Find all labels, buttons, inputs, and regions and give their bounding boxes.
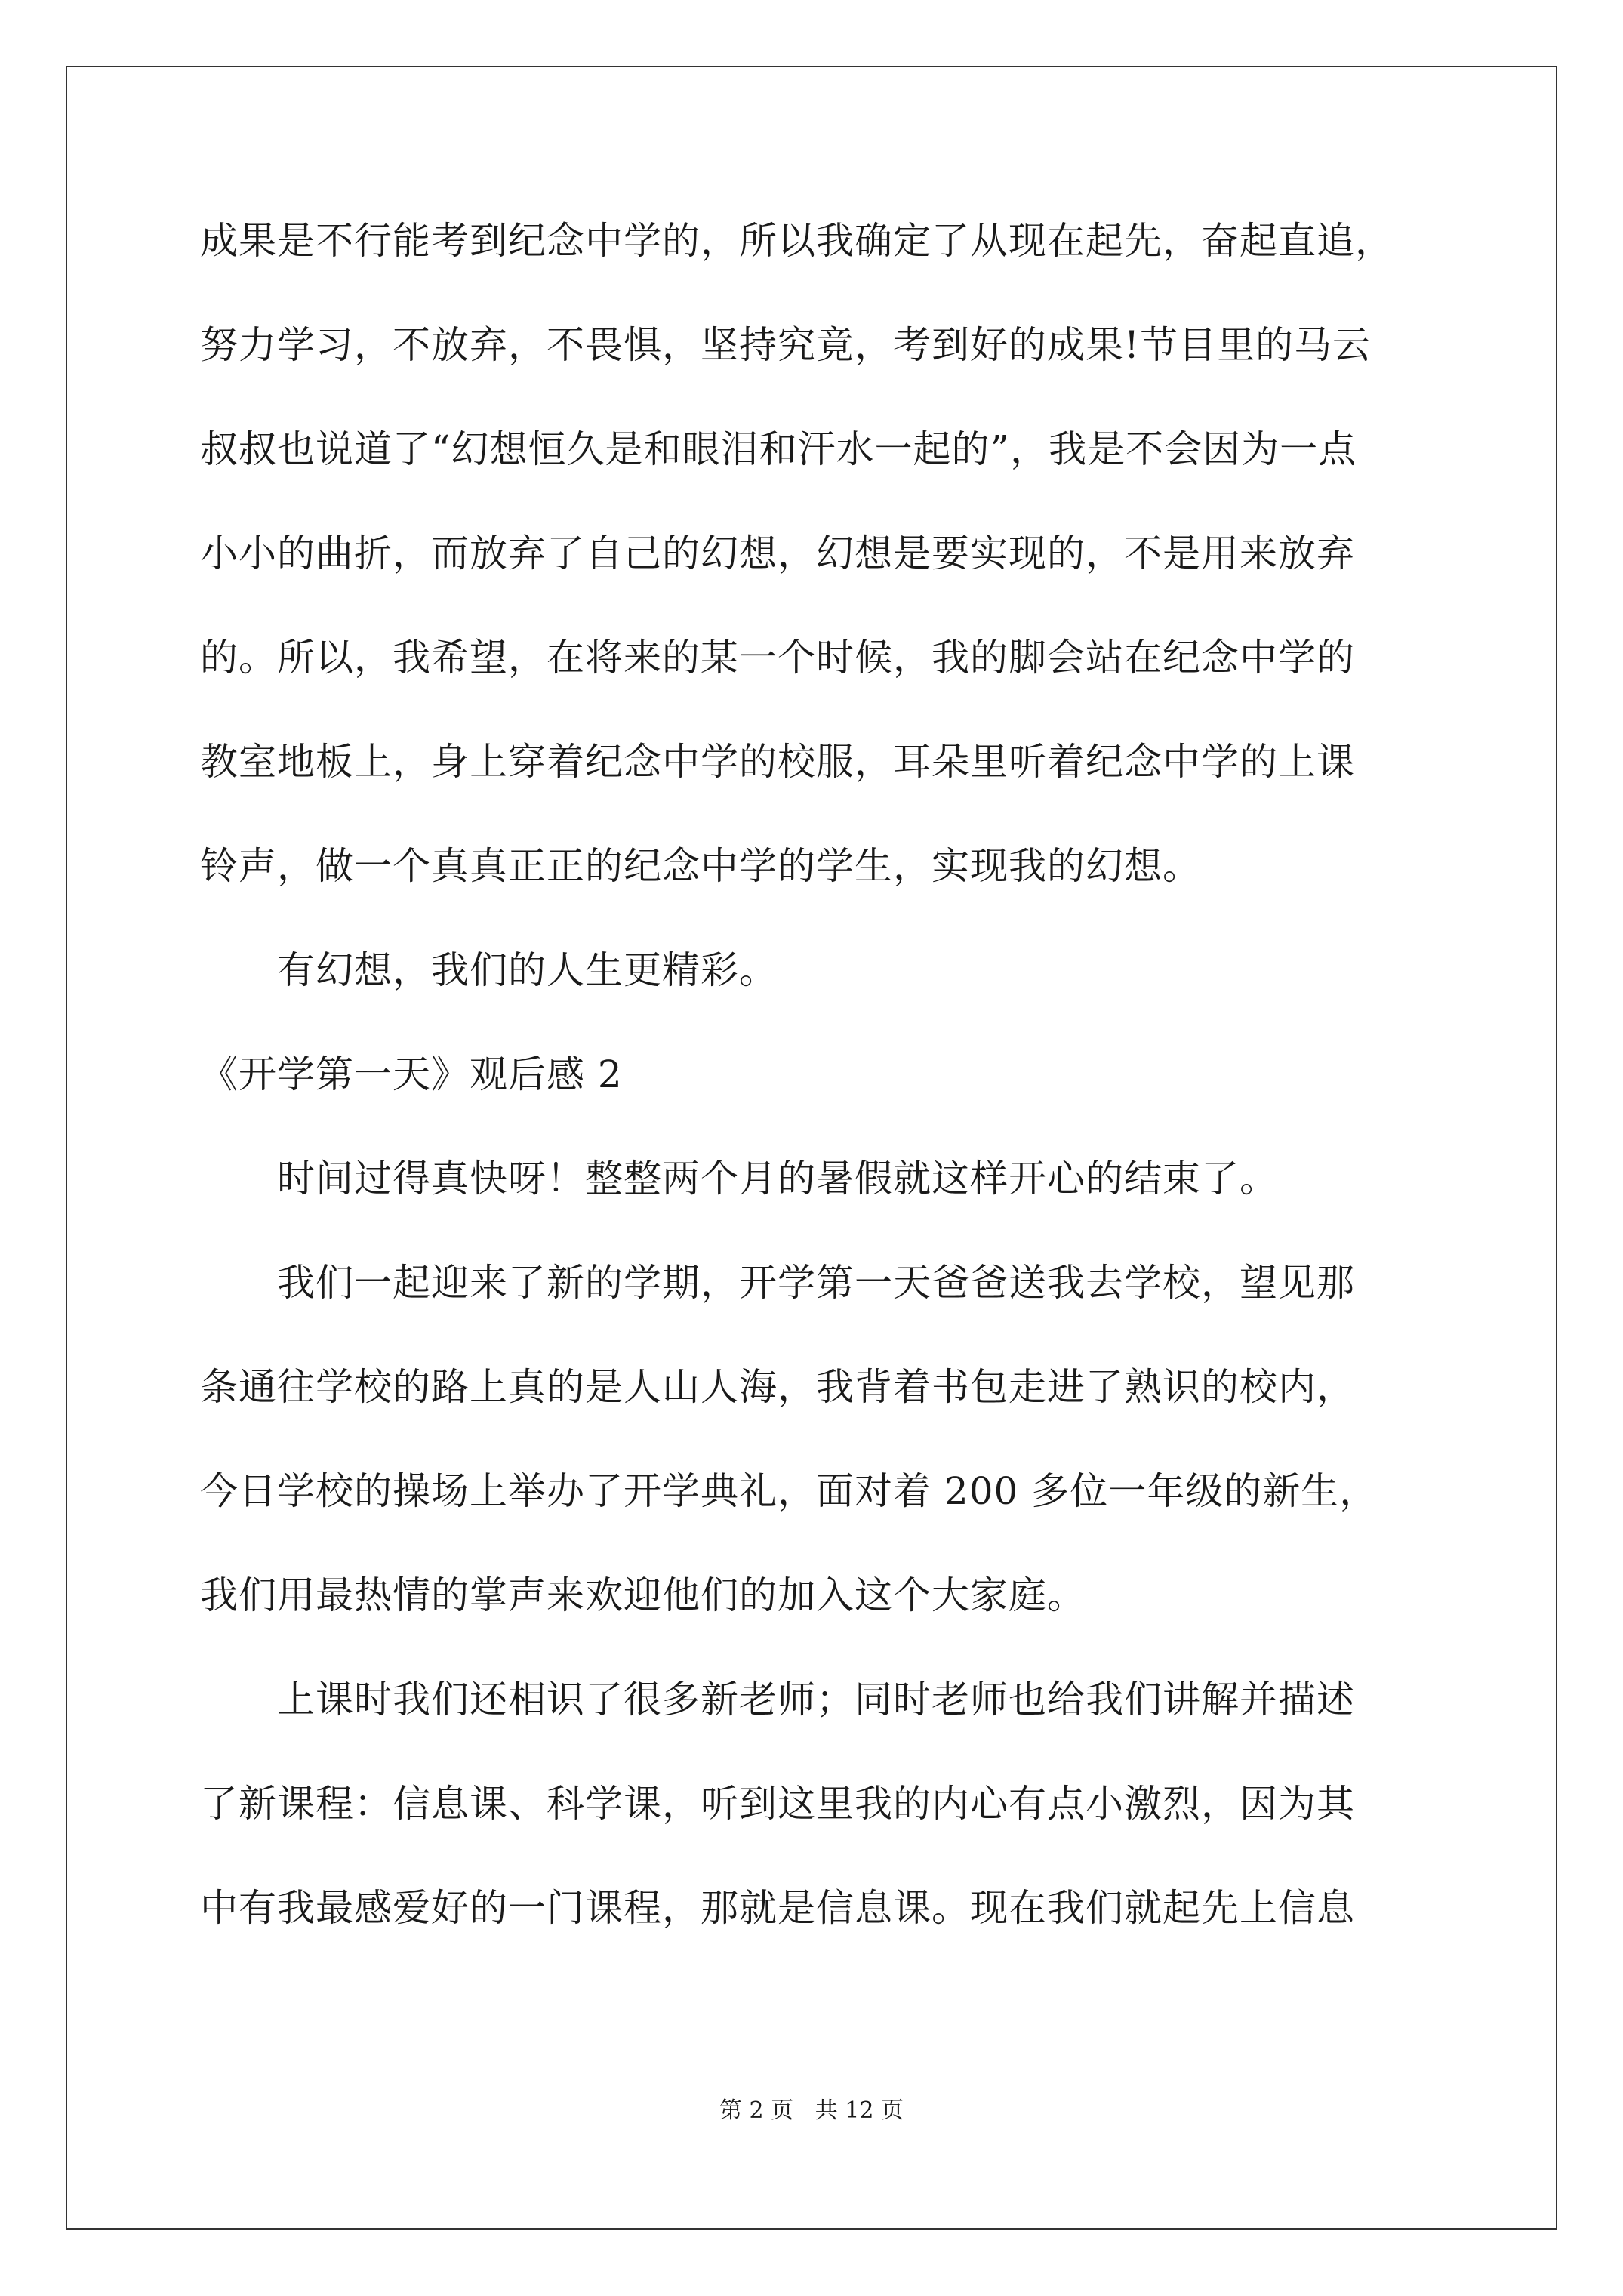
paragraph-first-line: 我们一起迎来了新的学期，开学第一天爸爸送我去学校，望见那: [277, 1261, 1355, 1305]
section-heading: 《开学第一天》观后感 2: [200, 1052, 623, 1096]
paragraph-first-line: 上课时我们还相识了很多新老师；同时老师也给我们讲解并描述: [277, 1678, 1355, 1721]
paragraph-first-line: 有幻想，我们的人生更精彩。: [277, 948, 778, 992]
paragraph-first-line: 时间过得真快呀！整整两个月的暑假就这样开心的结束了。: [277, 1157, 1278, 1200]
body-text-line: 我们用最热情的掌声来欢迎他们的加入这个大家庭。: [200, 1573, 1086, 1617]
body-text-line: 的。所以，我希望，在将来的某一个时候，我的脚会站在纪念中学的: [200, 636, 1355, 680]
body-text-line: 教室地板上，身上穿着纪念中学的校服，耳朵里听着纪念中学的上课: [200, 740, 1355, 784]
body-text-line: 成果是不行能考到纪念中学的，所以我确定了从现在起先，奋起直追，: [200, 219, 1394, 263]
body-text-line: 铃声，做一个真真正正的纪念中学的学生，实现我的幻想。: [200, 844, 1201, 888]
body-text-line: 条通往学校的路上真的是人山人海，我背着书包走进了熟识的校内，: [200, 1365, 1355, 1409]
body-text-line: 叔叔也说道了“幻想恒久是和眼泪和汗水一起的”，我是不会因为一点: [200, 427, 1357, 471]
body-text-line: 努力学习，不放弃，不畏惧，坚持究竟，考到好的成果!节目里的马云: [200, 323, 1372, 367]
page-number-footer: 第 2 页 共 12 页: [719, 2097, 904, 2124]
body-text-line: 了新课程：信息课、科学课，听到这里我的内心有点小激烈，因为其: [200, 1782, 1355, 1826]
body-text-line: 今日学校的操场上举办了开学典礼，面对着 200 多位一年级的新生，: [200, 1469, 1378, 1513]
body-text-line: 小小的曲折，而放弃了自己的幻想，幻想是要实现的，不是用来放弃: [200, 532, 1355, 575]
body-text-line: 中有我最感爱好的一门课程，那就是信息课。现在我们就起先上信息: [200, 1886, 1355, 1930]
